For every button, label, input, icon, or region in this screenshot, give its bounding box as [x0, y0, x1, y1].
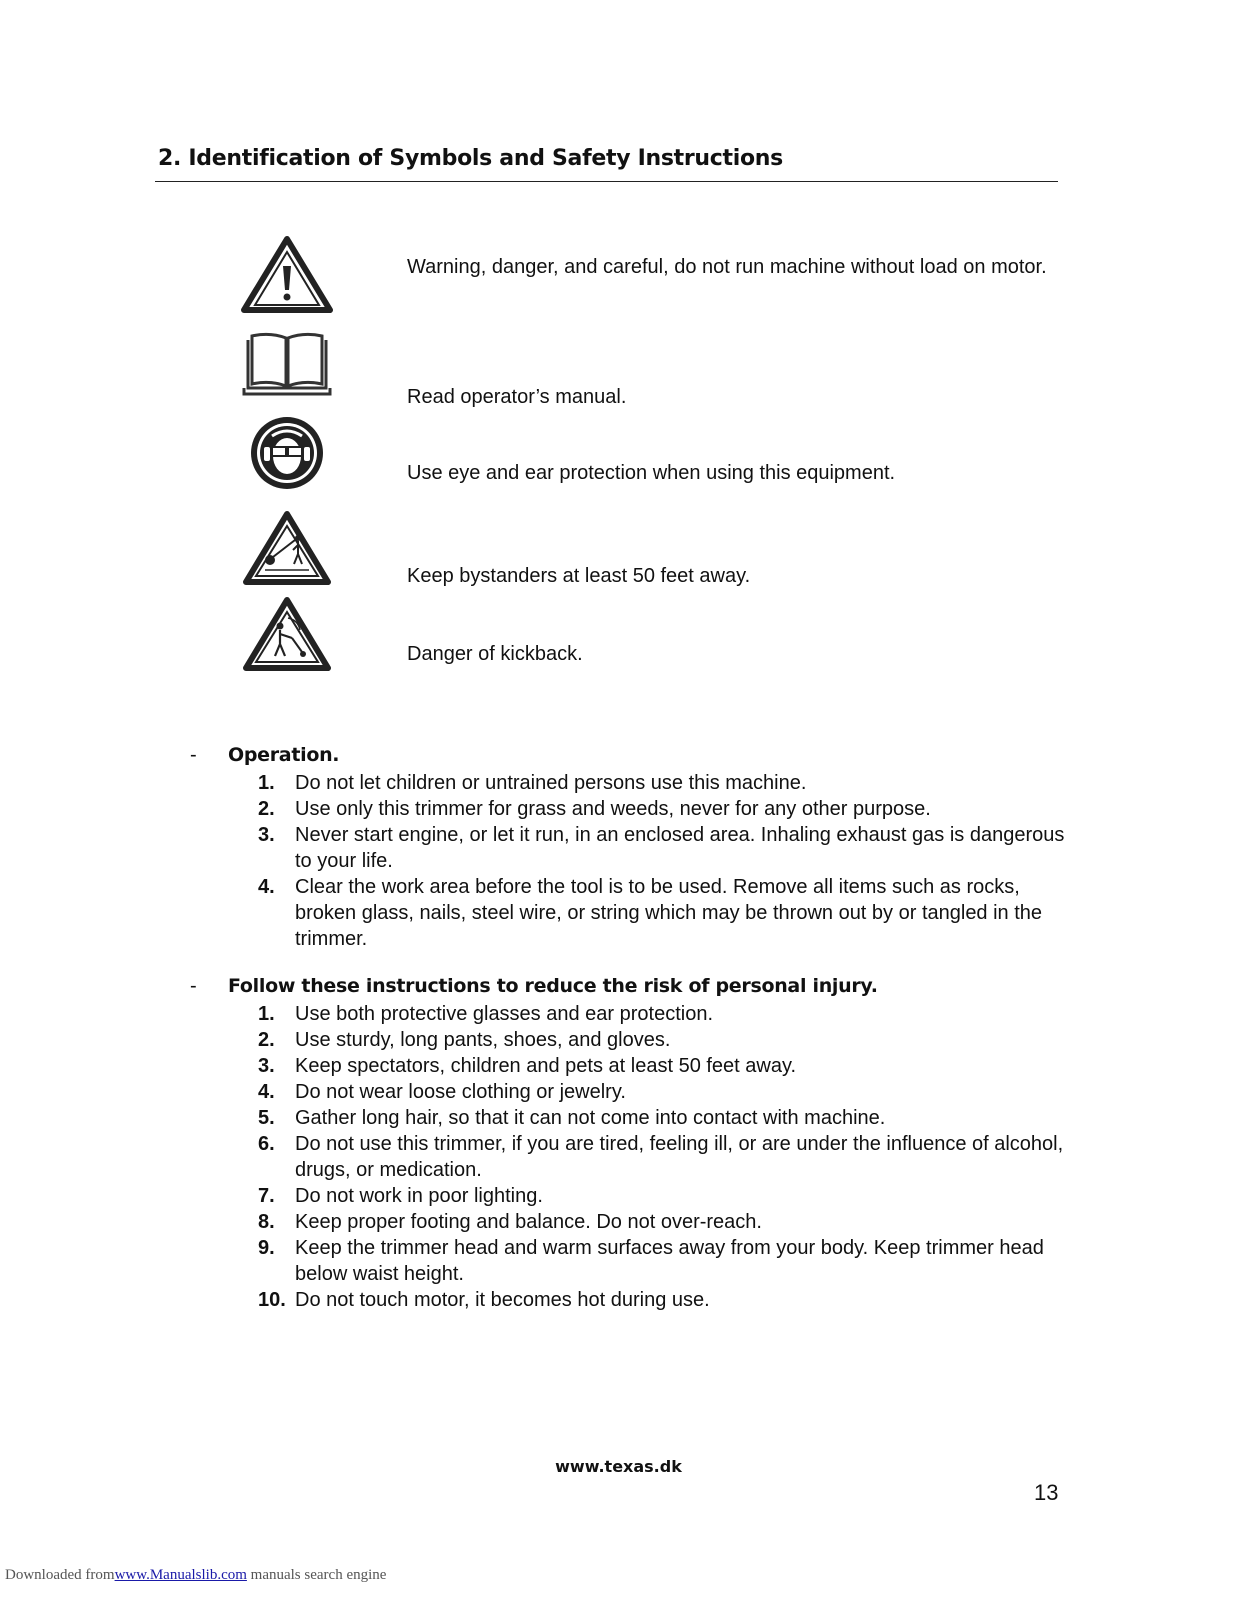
item-number: 5. [258, 1107, 275, 1129]
list-item [190, 1235, 1070, 1287]
list-item [190, 1053, 1070, 1079]
heading-underline [155, 181, 1058, 182]
eye-ear-protection-icon [240, 414, 334, 492]
item-number: 9. [258, 1237, 275, 1259]
list-item [190, 1209, 1070, 1235]
item-text: Never start engine, or let it run, in an enclosed area. Inhaling exhaust gas is dangerous to your life. [295, 824, 1065, 872]
list-item [190, 822, 1070, 874]
injury-list [190, 1001, 1070, 1313]
item-number: 8. [258, 1211, 275, 1233]
item-text: Use sturdy, long pants, shoes, and gloves. [295, 1029, 671, 1051]
list-item [190, 1079, 1070, 1105]
item-text: Keep spectators, children and pets at least 50 feet away. [295, 1055, 797, 1077]
bullet-dash: - [190, 975, 197, 997]
page-number: 13 [1034, 1480, 1059, 1505]
download-prefix: Downloaded from [5, 1567, 115, 1583]
item-text: Do not work in poor lighting. [295, 1185, 543, 1207]
item-number: 7. [258, 1185, 275, 1207]
bullet-dash: - [190, 744, 197, 766]
section-title-injury: Follow these instructions to reduce the risk of personal injury. [228, 975, 878, 997]
item-number: 4. [258, 876, 275, 898]
operation-section [190, 744, 1070, 952]
symbol-text-warning: Warning, danger, and careful, do not run machine without load on motor. [407, 256, 1047, 278]
list-item [190, 1131, 1070, 1183]
item-number: 3. [258, 1055, 275, 1077]
list-item [190, 1105, 1070, 1131]
item-text: Do not wear loose clothing or jewelry. [295, 1081, 626, 1103]
list-item [190, 874, 1070, 952]
symbol-text-bystanders: Keep bystanders at least 50 feet away. [407, 565, 751, 587]
manualslib-link[interactable]: www.Manualslib.com [114, 1567, 247, 1583]
footer-url: www.texas.dk [555, 1457, 682, 1476]
kickback-icon [240, 596, 334, 674]
item-text: Keep the trimmer head and warm surfaces away from your body. Keep trimmer head below waist height. [295, 1237, 1044, 1285]
symbol-text-manual: Read operator’s manual. [407, 386, 627, 408]
item-number: 6. [258, 1133, 275, 1155]
item-text: Do not use this trimmer, if you are tired, feeling ill, or are under the influence of alcohol, drugs, or medication. [295, 1133, 1064, 1181]
item-number: 1. [258, 1003, 275, 1025]
download-suffix: manuals search engine [246, 1567, 387, 1583]
injury-section [190, 975, 1070, 1313]
list-item [190, 1183, 1070, 1209]
item-number: 2. [258, 1029, 275, 1051]
list-item [190, 770, 1070, 796]
page-heading: 2. Identification of Symbols and Safety Instructions [158, 146, 783, 171]
item-number: 1. [258, 772, 275, 794]
download-notice [5, 1567, 386, 1584]
bystanders-distance-icon [240, 510, 334, 588]
item-number: 3. [258, 824, 275, 846]
list-item [190, 1287, 1070, 1313]
item-text: Clear the work area before the tool is to be used. Remove all items such as rocks, broken glass, nails, steel wire, or string which may be thrown out by or tangled in the trimmer. [295, 876, 1043, 950]
section-title-operation: Operation. [228, 744, 340, 766]
operation-list [190, 770, 1070, 952]
item-number: 10. [258, 1289, 286, 1311]
item-text: Do not touch motor, it becomes hot during use. [295, 1289, 710, 1311]
symbol-text-protection: Use eye and ear protection when using this equipment. [407, 462, 896, 484]
item-text: Use only this trimmer for grass and weeds, never for any other purpose. [295, 798, 931, 820]
item-text: Keep proper footing and balance. Do not over-reach. [295, 1211, 762, 1233]
item-number: 2. [258, 798, 275, 820]
item-number: 4. [258, 1081, 275, 1103]
item-text: Use both protective glasses and ear protection. [295, 1003, 714, 1025]
list-item [190, 796, 1070, 822]
book-icon [240, 328, 334, 406]
list-item [190, 1027, 1070, 1053]
warning-triangle-icon [240, 236, 334, 314]
item-text: Do not let children or untrained persons use this machine. [295, 772, 807, 794]
item-text: Gather long hair, so that it can not come into contact with machine. [295, 1107, 886, 1129]
symbol-text-kickback: Danger of kickback. [407, 643, 583, 665]
list-item [190, 1001, 1070, 1027]
